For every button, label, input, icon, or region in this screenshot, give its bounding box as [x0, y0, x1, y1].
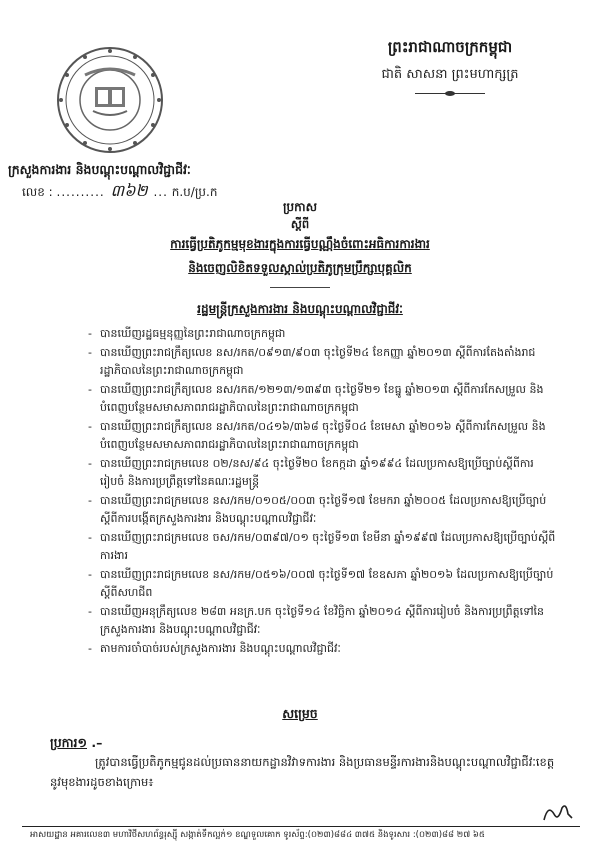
considerations-list — [88, 325, 558, 658]
article-1-suffix: .– — [87, 735, 103, 750]
ministry-seal-icon — [55, 45, 165, 155]
decision-heading: សម្រេច — [282, 706, 318, 721]
document-type: ប្រកាស — [282, 200, 318, 214]
article-1-label: ប្រការ១ — [50, 735, 87, 750]
footer-address: អាសយដ្ឋាន អគារលេខ៣ មហាវិថីសហព័ន្ធរុស្ស៊ី សង្កាត់ទឹកល្អក់១ ខណ្ឌទួលគោក ទូរស័ព្ទ:(០២៣)៨៨៤ ៣៧៥ និងទូរសារ :(០២៣)៨៨ ២៧ ៦៥ — [30, 830, 485, 840]
reference-number: ៣៦២ — [110, 181, 148, 200]
list-item: - បានឃើញអនុក្រឹត្យលេខ ២៨៣ អនក្រ.បក ចុះថ្ងៃទី១៤ ខែវិច្ឆិកា ឆ្នាំ២០១៤ ស្តីពីការរៀបចំ និងការប្រព្រឹត្តទៅនៃក្រសួងការងារ និងបណ្តុះបណ្តាលវិជ្ជាជីវៈ — [88, 603, 558, 640]
reference-dots: .......... — [56, 185, 105, 199]
list-item: - បានឃើញរដ្ឋធម្មនុញ្ញនៃព្រះរាជាណាចក្រកម្ពុជា — [88, 325, 558, 344]
reference-suffix: ក.ប/ប្រ.ក — [171, 185, 218, 199]
national-motto: ជាតិ សាសនា ព្រះមហាក្សត្រ — [381, 67, 519, 82]
list-item: - បានឃើញព្រះរាជក្រឹត្យលេខ នស/រកត/០៩១៣/៩០៣ ចុះថ្ងៃទី២៤ ខែកញ្ញា ឆ្នាំ២០១៣ ស្តីពីការតែងតាំងរាជរដ្ឋាភិបាលនៃព្រះរាជាណាចក្រកម្ពុជា — [88, 344, 558, 381]
kingdom-title: ព្រះរាជាណាចក្រកម្ពុជា — [387, 38, 513, 56]
minister-title: រដ្ឋមន្ត្រីក្រសួងការងារ និងបណ្តុះបណ្តាលវិជ្ជាជីវៈ — [197, 302, 403, 316]
list-item: - បានឃើញព្រះរាជក្រមលេខ ចស/រកម/០៣៩៧/០១ ចុះថ្ងៃទី១៣ ខែមីនា ឆ្នាំ១៩៩៧ ដែលប្រកាសឱ្យប្រើច្បាប់ស្តីពីការងារ — [88, 529, 558, 566]
title-divider — [270, 287, 330, 288]
subject-line-2: និងចេញលិខិតទទួលស្គាល់ប្រតិភូក្រុមប្រឹក្សាបុគ្គលិក — [188, 261, 412, 275]
reference-dots: ... — [153, 185, 168, 199]
list-item: - បានឃើញព្រះរាជក្រមលេខ នស/រកម/០៥១៦/០០៧ ចុះថ្ងៃទី១៧ ខែឧសភា ឆ្នាំ២០១៦ ដែលប្រកាសឱ្យប្រើច្បាប់ស្តីពីសហជីព — [88, 566, 558, 603]
ministry-name: ក្រសួងការងារ និងបណ្តុះបណ្តាលវិជ្ជាជីវៈ — [8, 162, 191, 177]
list-item: - បានឃើញព្រះរាជក្រមលេខ នស/រកម/០១០៥/០០៣ ចុះថ្ងៃទី១៧ ខែមករា ឆ្នាំ២០០៥ ដែលប្រកាសឱ្យប្រើច្បាប់ស្តីពីការបង្កើតក្រសួងការងារ និងបណ្តុះបណ្តាលវិជ្ជាជីវៈ — [88, 492, 558, 529]
list-item: - បានឃើញព្រះរាជក្រឹត្យលេខ នស/រកត/១២១៣/១៣៩៣ ចុះថ្ងៃទី២១ ខែធ្នូ ឆ្នាំ២០១៣ ស្តីពីការកែសម្រួល និងបំពេញបន្ថែមសមាសភាពរាជរដ្ឋាភិបាលនៃព្រះរាជាណាចក្រកម្ពុជា — [88, 381, 558, 418]
article-1-text: ត្រូវបានធ្វើប្រតិភូកម្មជូនដល់ប្រធាននាយកដ្ឋានវិវាទការងារ និងប្រធានមន្ទីរការងារនិងបណ្តុះបណ្តាលវិជ្ជាជីវៈខេត្ត នូវមុខងារដូចខាងក្រោម៖ — [50, 755, 555, 789]
national-header — [300, 30, 600, 94]
reference-prefix: លេខ : — [22, 185, 53, 199]
ornament-divider-icon — [415, 93, 485, 94]
list-item: - បានឃើញព្រះរាជក្រឹត្យលេខ នស/រកត/០៤១៦/៣៦៨ ចុះថ្ងៃទី០៤ ខែមេសា ឆ្នាំ២០១៦ ស្តីពីការកែសម្រួល និងបំពេញបន្ថែមសមាសភាពរាជរដ្ឋាភិបាលនៃព្រះរាជាណាចក្រកម្ពុជា — [88, 418, 558, 455]
list-item: - តាមការចាំបាច់របស់ក្រសួងការងារ និងបណ្តុះបណ្តាលវិជ្ជាជីវៈ — [88, 640, 558, 659]
signature-initials-icon — [538, 800, 578, 826]
subject-on: ស្តីពី — [290, 217, 310, 231]
subject-line-1: ការធ្វើប្រតិភូកម្មមុខងារក្នុងការធ្វើបណ្ណឹងចំពោះអធិការការងារ — [170, 237, 430, 251]
footer-divider — [22, 826, 580, 827]
list-item: - បានឃើញព្រះរាជក្រមលេខ ០២/នស/៩៤ ចុះថ្ងៃទី២០ ខែកក្កដា ឆ្នាំ១៩៩៤ ដែលប្រកាសឱ្យប្រើច្បាប់ស្តីពីការរៀបចំ និងការប្រព្រឹត្តទៅនៃគណៈរដ្ឋមន្ត្រី — [88, 455, 558, 492]
